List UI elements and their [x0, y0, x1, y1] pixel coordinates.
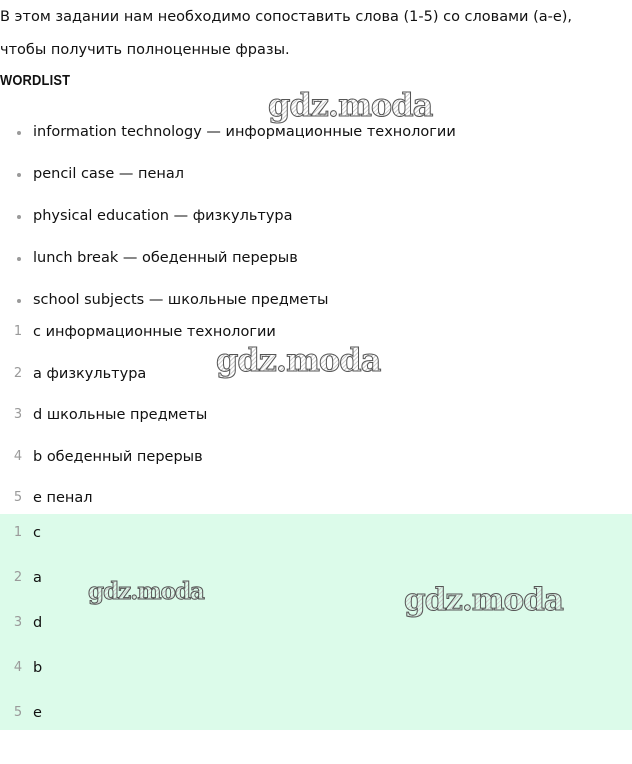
bullet-icon: [17, 299, 21, 303]
answer-letter: b: [33, 660, 43, 676]
item-number: 1: [13, 525, 23, 540]
watermark: gdz.moda: [268, 86, 433, 124]
match-item: [0, 404, 632, 426]
answer-block: [0, 514, 632, 730]
answer-letter: a: [33, 570, 42, 586]
wordlist-item-text: pencil case — пенал: [33, 166, 185, 182]
match-item: [0, 487, 632, 509]
item-number: 2: [13, 570, 23, 585]
match-item: [0, 363, 632, 385]
answer-letter: e: [33, 705, 42, 721]
item-number: 4: [13, 449, 23, 464]
task-instruction-line-2: чтобы получить полноценные фразы.: [0, 42, 290, 58]
item-number: 5: [13, 490, 23, 505]
answer-item: [0, 702, 632, 724]
wordlist-item: [0, 163, 632, 185]
item-number: 4: [13, 660, 23, 675]
item-number: 2: [13, 366, 23, 381]
item-number: 5: [13, 705, 23, 720]
item-number: 3: [13, 615, 23, 630]
match-text: e пенал: [33, 490, 93, 506]
item-number: 1: [13, 324, 23, 339]
bullet-icon: [17, 131, 21, 135]
wordlist-item: [0, 289, 632, 311]
answer-item: [0, 522, 632, 544]
answer-item: [0, 657, 632, 679]
answer-letter: c: [33, 525, 41, 541]
match-text: d школьные предметы: [33, 407, 208, 423]
match-text: c информационные технологии: [33, 324, 276, 340]
task-instruction-line-1: В этом задании нам необходимо сопоставить слова (1-5) со словами (a-e),: [0, 9, 573, 25]
wordlist-item: [0, 121, 632, 143]
bullet-icon: [17, 215, 21, 219]
match-text: b обеденный перерыв: [33, 449, 203, 465]
match-item: [0, 321, 632, 343]
bullet-icon: [17, 257, 21, 261]
match-item: [0, 446, 632, 468]
answer-item: [0, 567, 632, 589]
wordlist-item-text: physical education — физкультура: [33, 208, 293, 224]
item-number: 3: [13, 407, 23, 422]
bullet-icon: [17, 173, 21, 177]
wordlist-heading: WORDLIST: [0, 72, 71, 89]
wordlist-item: [0, 247, 632, 269]
wordlist-item: [0, 205, 632, 227]
answer-letter: d: [33, 615, 43, 631]
answer-item: [0, 612, 632, 634]
wordlist-item-text: school subjects — школьные предметы: [33, 292, 329, 308]
match-text: a физкультура: [33, 366, 147, 382]
wordlist-item-text: lunch break — обеденный перерыв: [33, 250, 298, 266]
wordlist-item-text: information technology — информационные технологии: [33, 124, 456, 140]
watermark: gdz.moda: [216, 341, 381, 379]
